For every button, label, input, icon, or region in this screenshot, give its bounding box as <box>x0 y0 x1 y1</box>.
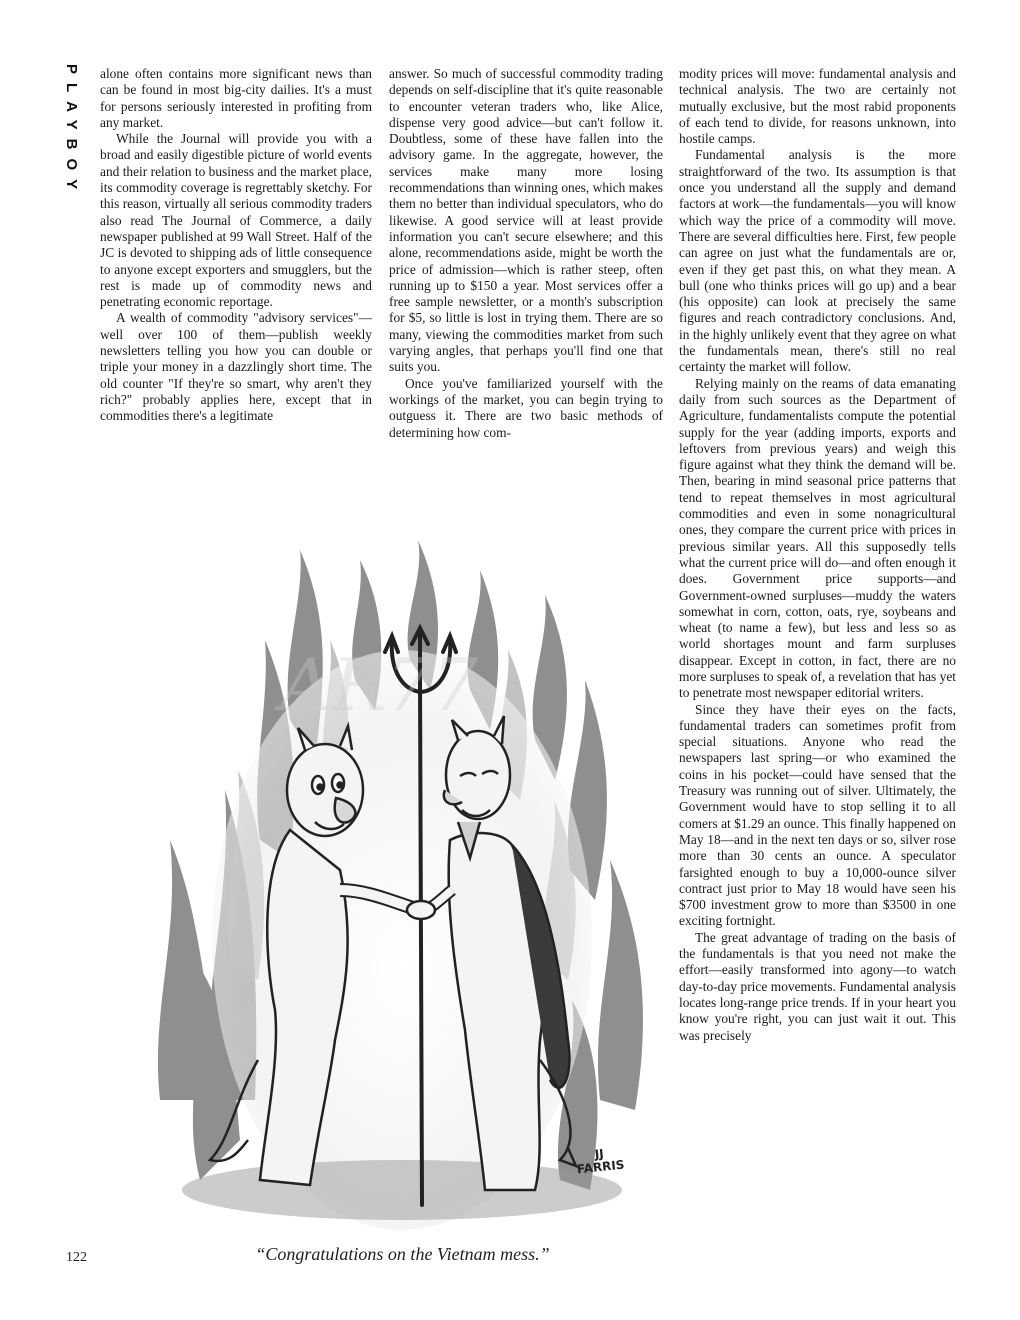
signature-initials: JJ <box>594 1146 605 1162</box>
text-column-2 <box>389 66 663 526</box>
ground-shadow <box>182 1160 622 1220</box>
paragraph: answer. So much of successful commodity trading depends on self-discipline that it's quite reasonable to encounter veteran traders who, like Alice, dispense very good advice—but can't follow it. Doubtless, some of these have fallen into the advisory game. In the aggregate, however, the services make many more losing recommendations than winning ones, which makes them no better than individual speculators, who do likewise. A good service will at least provide information you can't secure elsewhere; and this alone, recommendations aside, might be worth the price of admission—which is rather steep, often running up to $150 a year. Most services offer a free sample newsletter, or a month's subscription for $5, so little is lost in trying them. There are so many, viewing the commodities market from such varying angles, that perhaps you'll find one that suits you. <box>389 66 663 375</box>
watermark: AR77 <box>280 643 478 727</box>
paragraph: While the Journal will provide you with a broad and easily digestible picture of world events and their relation to business and the market place, its commodity coverage is regrettably sketchy. For this reason, virtually all serious commodity traders also read The Journal of Commerce, a daily newspaper published at 99 Wall Street. Half of the JC is devoted to shipping ads of little consequence to anyone except exporters and smugglers, but the rest is made up of commodity news and penetrating economic reportage. <box>100 131 372 310</box>
magazine-name: PLAYBOY <box>63 64 80 199</box>
paragraph: Once you've familiarized yourself with the workings of the market, you can begin trying to outguess it. There are two basic methods of determining how com- <box>389 375 663 440</box>
paragraph: The great advantage of trading on the basis of the fundamentals is that you need not make the effort—easily transformed into agony—to watch day-to-day price movements. Fundamental analysis locates long-range price trends. If in your heart you know you're right, you can just wait it out. This was precisely <box>679 929 956 1043</box>
paragraph: Relying mainly on the reams of data emanating daily from such sources as the Department of Agriculture, fundamentalists compute the potential supply for the year (adding imports, exports and leftovers from previous years) and weigh this figure against what they think the demand will be. Then, bearing in mind seasonal price patterns that tend to repeat themselves in most agricultural commodities and even in some nonagricultural ones, they compare the current price with prices in previous similar years. All this supposedly tells what the current price will do—and often enough it does. Government price supports—and Government-owned surpluses—muddy the waters somewhat in corn, cotton, oats, rye, soybeans and wheat (to name a few), but less and less so as world shortages mount and farm surpluses disappear. Except in cotton, in fact, there are no more surpluses to speak of, a revelation that has yet to penetrate most newspaper editorial writers. <box>679 375 956 701</box>
paragraph: A wealth of commodity "advisory services"—well over 100 of them—publish weekly newsletters telling you how you can double or triple your money in a dazzlingly short time. The old counter "If they're so smart, why aren't they rich?" probably applies here, except that in commodities there's a legitimate <box>100 310 372 424</box>
paragraph: Since they have their eyes on the facts, fundamental traders can sometimes profit from special situations. Anyone who read the newspapers last spring—or who examined the coins in his pocket—could have sensed that the Treasury was running out of silver. Ultimately, the Government would have to stop selling it to all comers at $1.29 an ounce. This finally happened on May 18—and in the next ten days or so, silver rose more than 30 cents an ounce. A speculator farsighted enough to buy a 10,000-ounce silver contract just prior to May 18 would have seen his $700 investment grow to more than $3500 in one exciting fortnight. <box>679 701 956 929</box>
paragraph: modity prices will move: fundamental analysis and technical analysis. The two are certainly not mutually exclusive, but the most rabid proponents of each tend to divide, for reasons unknown, into hostile camps. <box>679 66 956 147</box>
text-column-3 <box>679 66 956 1278</box>
paragraph: Fundamental analysis is the more straightforward of the two. Its assumption is that once you understand all the supply and demand factors at work—the fundamentals—you will know which way the price of a commodity will move. There are several difficulties here. First, few people can agree on just what the fundamentals are or, even if they get past this, on what they mean. A bull (one who thinks prices will go up) and a bear (his opposite) can look at precisely the same figures and reach contradictory conclusions. And, in the highly unlikely event that they agree on what the fundamentals mean, there's still no real certainty the market will follow. <box>679 147 956 375</box>
paragraph: alone often contains more significant news than can be found in most big-city dailies. It's a must for persons seriously interested in profiting from any market. <box>100 66 372 130</box>
page-number: 122 <box>66 1250 87 1265</box>
cartoon-caption: “Congratulations on the Vietnam mess.” <box>255 1244 550 1264</box>
handshake <box>407 901 435 919</box>
signature-name: FARRIS <box>576 1157 626 1177</box>
magazine-masthead <box>62 64 86 224</box>
cartoon-illustration <box>140 540 665 1230</box>
text-column-1 <box>100 66 372 500</box>
